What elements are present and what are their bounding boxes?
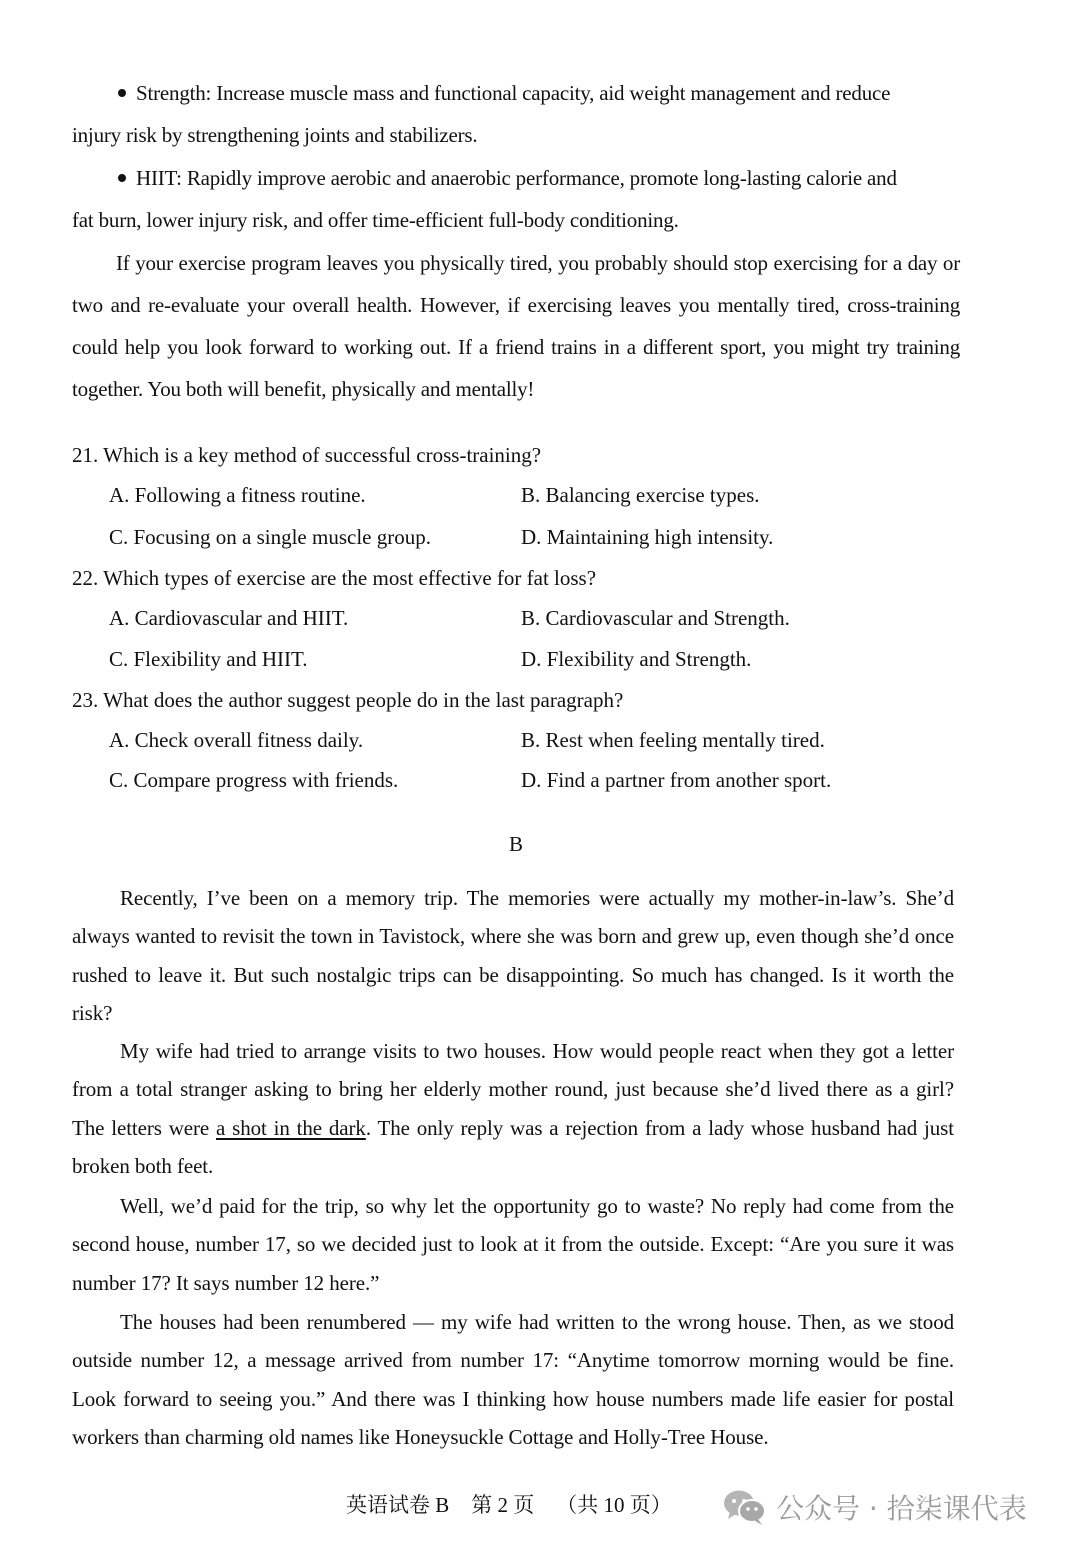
q22-option-a[interactable]: A. Cardiovascular and HIIT.: [109, 606, 349, 630]
question-22: [72, 558, 960, 598]
question-number: 22.: [72, 566, 99, 590]
q23-option-a[interactable]: A. Check overall fitness daily.: [109, 728, 364, 752]
question-23: [72, 680, 960, 720]
section-heading: B: [508, 832, 523, 856]
exam-name: 英语试卷 B: [346, 1493, 450, 1517]
passage-b-paragraph-2: [72, 1032, 954, 1186]
bullet-strength-continued: injury risk by strengthening joints and stabilizers.: [72, 123, 478, 147]
q23-option-c[interactable]: C. Compare progress with friends.: [109, 768, 399, 792]
q22-option-c[interactable]: C. Flexibility and HIIT.: [109, 647, 308, 671]
closing-paragraph: If your exercise program leaves you physically tired, you probably should stop exercising for a day or two and re-evaluate your overall health. However, if exercising leaves you mentally tired, cross-training could help you look forward to working out. If a friend trains in a different sport, you might try training together. You both will benefit, physically and mentally!: [72, 251, 960, 401]
bullet-icon: [118, 174, 126, 182]
passage-b-paragraph-1: Recently, I’ve been on a memory trip. The memories were actually my mother-in-law’s. She’d always wanted to revisit the town in Tavistock, where she was born and grew up, even though she’d once rushed to leave it. But such nostalgic trips can be disappointing. So much has changed. Is it worth the risk?: [72, 886, 954, 1026]
question-stem: Which is a key method of successful cross-training?: [103, 443, 542, 467]
watermark-text: 公众号 · 拾柒课代表: [776, 1492, 1027, 1525]
question-number: 23.: [72, 688, 99, 712]
bullet-text: Increase muscle mass and functional capacity, aid weight management and reduce: [211, 81, 891, 105]
question-stem: Which types of exercise are the most effective for fat loss?: [103, 566, 597, 590]
q22-option-b[interactable]: B. Cardiovascular and Strength.: [521, 606, 790, 630]
bullet-icon: [118, 89, 126, 97]
bullet-term: Strength:: [136, 81, 212, 105]
q21-option-a[interactable]: A. Following a fitness routine.: [109, 483, 366, 507]
question-stem: What does the author suggest people do in the last paragraph?: [103, 688, 624, 712]
bullet-hiit: [72, 157, 960, 199]
watermark: [722, 1482, 1027, 1532]
underlined-phrase: a shot in the dark: [216, 1115, 366, 1140]
passage-b-paragraph-4: The houses had been renumbered — my wife had written to the wrong house. Then, as we stood outside number 12, a message arrived from number 17: “Anytime tomorrow morning would be fine. Look forward to seeing you.” And there was I thinking how house numbers made life easier for postal workers than charming old names like Honeysuckle Cottage and Holly-Tree House.: [72, 1310, 954, 1450]
q21-option-c[interactable]: C. Focusing on a single muscle group.: [109, 525, 431, 549]
question-21: [72, 435, 960, 475]
bullet-term: HIIT:: [136, 166, 182, 190]
bullet-hiit-continued: fat burn, lower injury risk, and offer time-efficient full-body conditioning.: [72, 208, 679, 232]
q23-option-b[interactable]: B. Rest when feeling mentally tired.: [521, 728, 825, 752]
question-number: 21.: [72, 443, 99, 467]
q21-option-d[interactable]: D. Maintaining high intensity.: [521, 525, 774, 549]
paragraph-text: My wife had tried to arrange visits to two houses. How would people react when they got a letter from a total stranger asking to bring her elderly mother round, just because she’d lived there as a girl? The letters were: [72, 1039, 954, 1140]
wechat-icon: [722, 1487, 768, 1527]
bullet-text: Rapidly improve aerobic and anaerobic performance, promote long-lasting calorie and: [181, 166, 897, 190]
bullet-strength: [72, 72, 960, 114]
paragraph-text: . The only reply was a rejection from a lady whose husband had just broken both feet.: [72, 1115, 954, 1179]
page-total: （共 10 页）: [556, 1493, 672, 1517]
q21-option-b[interactable]: B. Balancing exercise types.: [521, 483, 760, 507]
passage-b-paragraph-3: Well, we’d paid for the trip, so why let the opportunity go to waste? No reply had come from the second house, number 17, so we decided just to look at it from the outside. Except: “Are you sure it was number 17? It says number 12 here.”: [72, 1194, 954, 1295]
q22-option-d[interactable]: D. Flexibility and Strength.: [521, 647, 752, 671]
q23-option-d[interactable]: D. Find a partner from another sport.: [521, 768, 832, 792]
page-number: 第 2 页: [471, 1493, 535, 1517]
page-footer: [346, 1487, 694, 1523]
